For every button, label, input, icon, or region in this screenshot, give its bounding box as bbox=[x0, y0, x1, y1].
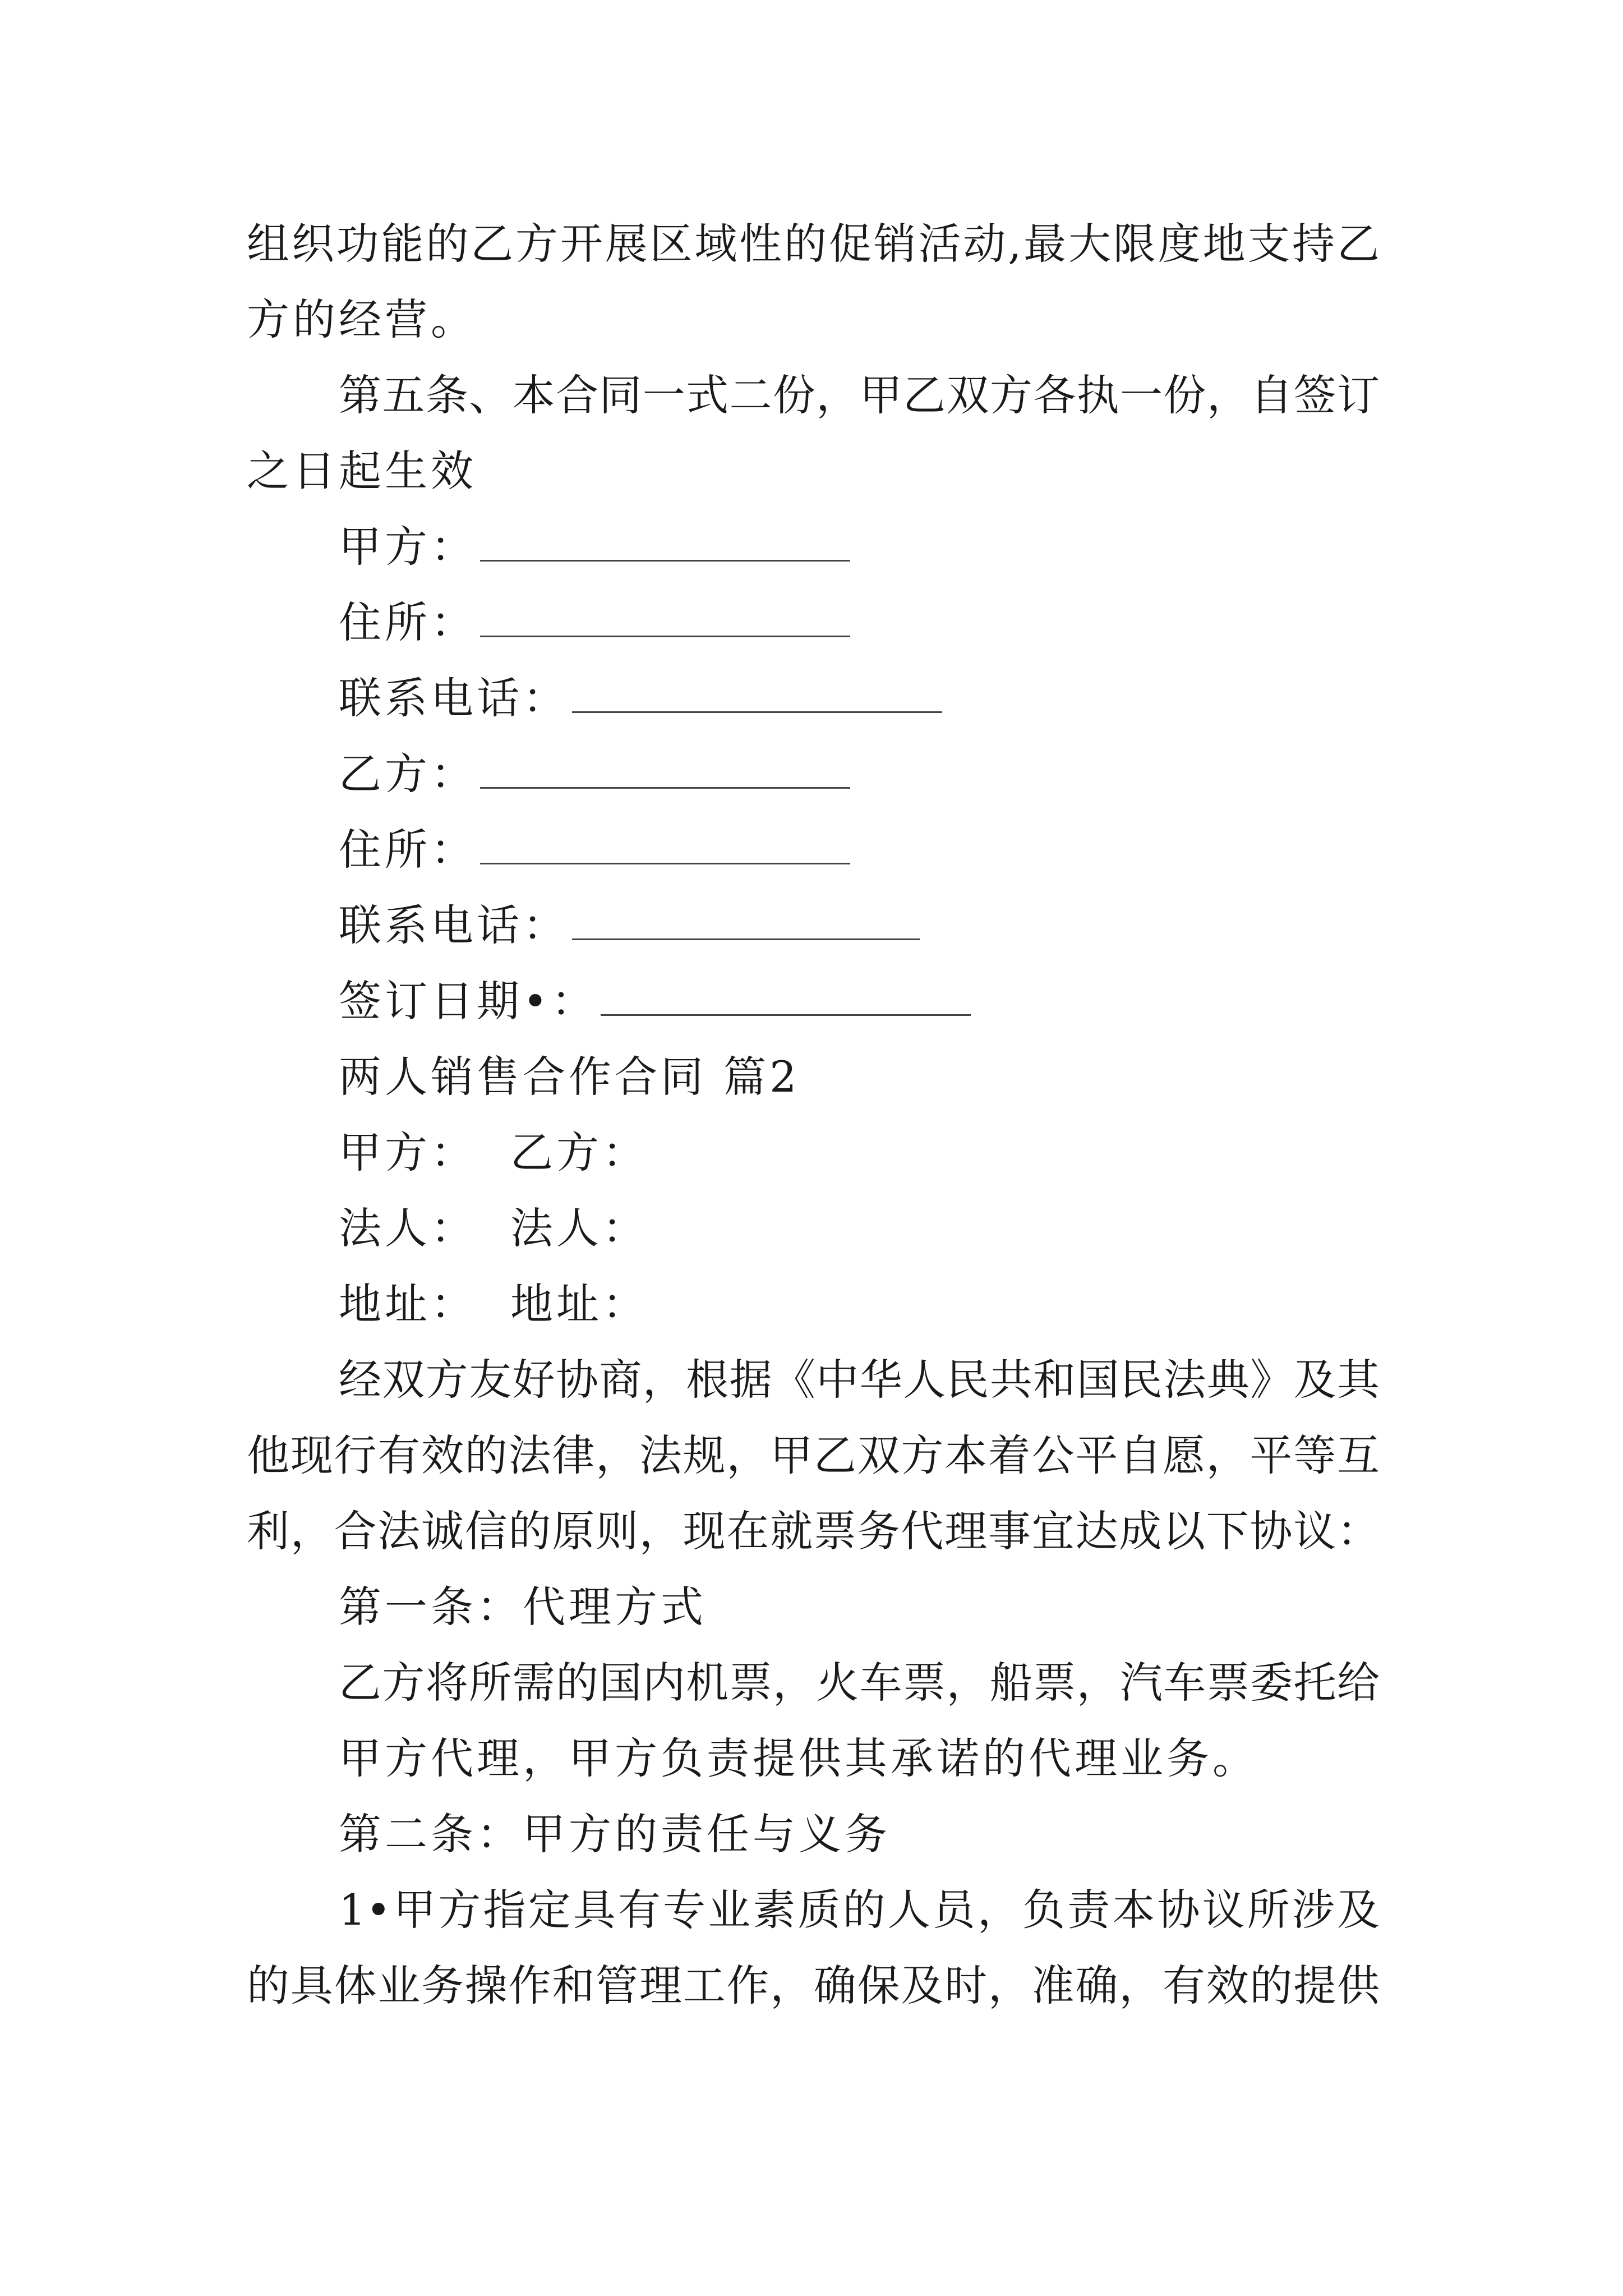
paragraph-line: 甲方代理，甲方负责提供其承诺的代理业务。 bbox=[339, 1733, 1258, 1783]
clause-heading: 第一条：代理方式 bbox=[339, 1582, 707, 1632]
paragraph-line: 1•甲方指定具有专业素质的人员，负责本协议所涉及 bbox=[339, 1885, 1380, 1935]
paragraph-line: 方的经营。 bbox=[247, 295, 477, 344]
signature-field-address-b bbox=[339, 822, 850, 878]
party-left-label: 地址： bbox=[339, 1279, 477, 1329]
signature-field-address-a bbox=[339, 595, 850, 651]
party-right-label: 乙方： bbox=[510, 1128, 648, 1177]
field-label: 住所： bbox=[339, 597, 477, 647]
paragraph-line: 经双方友好协商，根据《中华人民共和国民法典》及其 bbox=[339, 1355, 1380, 1405]
field-label: 联系电话： bbox=[339, 673, 569, 723]
field-label: 甲方： bbox=[339, 522, 477, 572]
signature-blank bbox=[480, 753, 850, 789]
field-label: 乙方： bbox=[339, 749, 477, 799]
paragraph-line: 乙方将所需的国内机票，火车票，船票，汽车票委托给 bbox=[339, 1658, 1380, 1708]
party-left-label: 法人： bbox=[339, 1203, 477, 1253]
paragraph-line: 他现行有效的法律，法规，甲乙双方本着公平自愿，平等互 bbox=[247, 1430, 1380, 1480]
field-label: 住所： bbox=[339, 825, 477, 875]
field-label: 签订日期•： bbox=[339, 976, 597, 1026]
party-row bbox=[339, 1276, 648, 1332]
paragraph-line: 的具体业务操作和管理工作，确保及时，准确，有效的提供 bbox=[247, 1961, 1380, 2010]
signature-field-phone-b bbox=[339, 898, 920, 954]
clause-heading: 第二条：甲方的责任与义务 bbox=[339, 1809, 891, 1859]
party-right-label: 法人： bbox=[510, 1203, 648, 1253]
paragraph-line: 第五条、本合同一式二份，甲乙双方各执一份，自签订 bbox=[339, 370, 1380, 420]
signature-blank bbox=[480, 829, 850, 864]
section-title: 两人销售合作合同 篇2 bbox=[339, 1052, 800, 1102]
party-right-label: 地址： bbox=[510, 1279, 648, 1329]
field-label: 联系电话： bbox=[339, 900, 569, 950]
paragraph-line: 组织功能的乙方开展区域性的促销活动,最大限度地支持乙 bbox=[247, 219, 1380, 269]
party-row bbox=[339, 1200, 648, 1257]
party-left-label: 甲方： bbox=[339, 1128, 477, 1177]
signature-blank bbox=[572, 678, 942, 713]
signature-field-party-b bbox=[339, 746, 850, 802]
signature-blank bbox=[601, 981, 971, 1016]
signature-blank bbox=[572, 905, 920, 940]
paragraph-line: 之日起生效 bbox=[247, 446, 477, 496]
signature-field-phone-a bbox=[339, 670, 942, 726]
signature-blank bbox=[480, 526, 850, 562]
signature-field-date bbox=[339, 973, 971, 1029]
signature-blank bbox=[480, 602, 850, 637]
paragraph-line: 利，合法诚信的原则，现在就票务代理事宜达成以下协议： bbox=[247, 1506, 1380, 1556]
party-row bbox=[339, 1125, 648, 1181]
signature-field-party-a bbox=[339, 519, 850, 575]
